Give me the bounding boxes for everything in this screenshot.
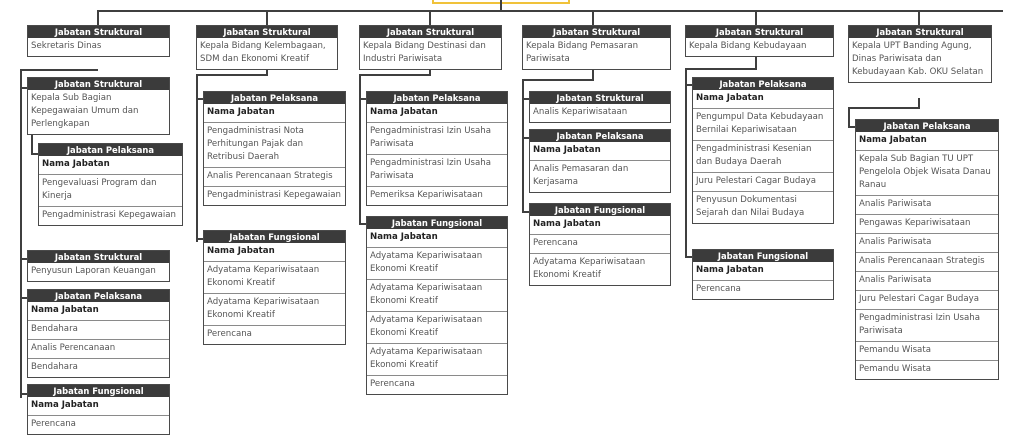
position-row: Adyatama Kepariwisataan Ekonomi Kreatif	[530, 253, 670, 285]
head-card-col-3[interactable]	[359, 25, 502, 70]
position-row: Kepala Bidang Destinasi dan Industri Pariwisata	[363, 41, 486, 64]
position-row: Pemandu Wisata	[856, 360, 998, 379]
position-row: Juru Pelestari Cagar Budaya	[856, 290, 998, 309]
connector-line	[359, 74, 431, 76]
group-card-col-4[interactable]	[529, 91, 671, 123]
connector-line	[755, 10, 757, 25]
position-row: Analis Kepariwisataan	[533, 107, 628, 117]
card-header: Jabatan Struktural	[197, 26, 337, 38]
card-header: Jabatan Struktural	[28, 26, 169, 38]
connector-line	[20, 69, 22, 398]
position-row: Analis Perencanaan	[28, 339, 169, 358]
nama-jabatan-label: Nama Jabatan	[533, 219, 601, 229]
connector-line	[685, 68, 757, 70]
connector-line	[848, 107, 850, 127]
head-card-col-2[interactable]	[196, 25, 338, 70]
group-card-col-2[interactable]	[203, 230, 346, 345]
position-row: Penyusun Dokumentasi Sejarah dan Nilai Budaya	[693, 191, 833, 223]
nama-jabatan-label: Nama Jabatan	[370, 107, 438, 117]
position-row: Adyatama Kepariwisataan Ekonomi Kreatif	[367, 279, 507, 311]
head-card-col-5[interactable]	[685, 25, 834, 57]
card-header: Jabatan Struktural	[28, 78, 169, 90]
position-row: Adyatama Kepariwisataan Ekonomi Kreatif	[367, 311, 507, 343]
position-row: Pemandu Wisata	[856, 341, 998, 360]
position-row: Analis Pemasaran dan Kerjasama	[530, 160, 670, 192]
card-header: Jabatan Struktural	[523, 26, 670, 38]
group-card-col-1[interactable]	[27, 289, 170, 378]
connector-line	[97, 10, 99, 25]
position-row: Pengawas Kepariwisataan	[856, 214, 998, 233]
group-card-col-3[interactable]	[366, 91, 508, 206]
connector-line	[685, 68, 687, 258]
card-header: Jabatan Fungsional	[28, 385, 169, 397]
nama-jabatan-label: Nama Jabatan	[696, 93, 764, 103]
card-header: Jabatan Pelaksana	[856, 120, 998, 132]
position-row: Perencana	[204, 325, 345, 344]
head-card-col-4[interactable]	[522, 25, 671, 70]
connector-line	[20, 69, 98, 71]
card-header: Jabatan Fungsional	[367, 217, 507, 229]
group-card-col-5[interactable]	[692, 77, 834, 224]
card-header: Jabatan Pelaksana	[28, 290, 169, 302]
position-row: Adyatama Kepariwisataan Ekonomi Kreatif	[204, 261, 345, 293]
card-header: Jabatan Struktural	[686, 26, 833, 38]
connector-line	[522, 79, 594, 81]
position-row: Perencana	[693, 280, 833, 299]
position-row: Kepala Sub Bagian Kepegawaian Umum dan Perlengkapan	[31, 93, 139, 129]
position-row: Perencana	[28, 415, 169, 434]
position-row: Bendahara	[28, 358, 169, 377]
group-card-col-1[interactable]	[27, 250, 170, 282]
position-row: Pengevaluasi Program dan Kinerja	[39, 174, 182, 206]
position-row: Pengadministrasi Nota Perhitungan Pajak dan Retribusi Daerah	[204, 122, 345, 167]
position-row: Analis Perencanaan Strategis	[204, 167, 345, 186]
group-card-col-4[interactable]	[529, 129, 671, 193]
position-row: Pengadministrasi Izin Usaha Pariwisata	[856, 309, 998, 341]
position-row: Analis Pariwisata	[856, 233, 998, 252]
position-row: Kepala Bidang Pemasaran Pariwisata	[526, 41, 639, 64]
group-card-col-1[interactable]	[38, 143, 183, 226]
group-card-col-5[interactable]	[692, 249, 834, 300]
connector-line	[196, 74, 268, 76]
position-row: Pengadministrasi Izin Usaha Pariwisata	[367, 154, 507, 186]
position-row: Analis Pariwisata	[856, 271, 998, 290]
position-row: Kepala Bidang Kebudayaan	[689, 41, 807, 51]
group-card-col-3[interactable]	[366, 216, 508, 395]
group-card-col-1[interactable]	[27, 384, 170, 435]
position-row: Kepala Sub Bagian TU UPT Pengelola Objek Wisata Danau Ranau	[856, 150, 998, 195]
position-row: Kepala UPT Banding Agung, Dinas Pariwisata dan Kebudayaan Kab. OKU Selatan	[852, 41, 984, 77]
nama-jabatan-label: Nama Jabatan	[696, 265, 764, 275]
group-card-col-1[interactable]	[27, 77, 170, 135]
card-header: Jabatan Fungsional	[530, 204, 670, 216]
position-row: Perencana	[367, 375, 507, 394]
position-row: Adyatama Kepariwisataan Ekonomi Kreatif	[204, 293, 345, 325]
connector-line	[266, 10, 268, 25]
position-row: Perencana	[530, 234, 670, 253]
connector-line	[918, 10, 920, 25]
connector-line	[97, 10, 1003, 12]
card-header: Jabatan Pelaksana	[367, 92, 507, 104]
nama-jabatan-label: Nama Jabatan	[207, 246, 275, 256]
card-header: Jabatan Struktural	[530, 92, 670, 104]
position-row: Adyatama Kepariwisataan Ekonomi Kreatif	[367, 343, 507, 375]
card-header: Jabatan Fungsional	[693, 250, 833, 262]
connector-line	[848, 107, 920, 109]
nama-jabatan-label: Nama Jabatan	[370, 232, 438, 242]
position-row: Pengadministrasi Izin Usaha Pariwisata	[367, 122, 507, 154]
card-header: Jabatan Pelaksana	[39, 144, 182, 156]
nama-jabatan-label: Nama Jabatan	[42, 159, 110, 169]
card-header: Jabatan Pelaksana	[530, 130, 670, 142]
position-row: Juru Pelestari Cagar Budaya	[693, 172, 833, 191]
nama-jabatan-label: Nama Jabatan	[207, 107, 275, 117]
position-row: Analis Perencanaan Strategis	[856, 252, 998, 271]
connector-line	[592, 10, 594, 25]
position-row: Pemeriksa Kepariwisataan	[367, 186, 507, 205]
card-header: Jabatan Fungsional	[204, 231, 345, 243]
position-row: Analis Pariwisata	[856, 195, 998, 214]
position-row: Bendahara	[28, 320, 169, 339]
card-header: Jabatan Pelaksana	[204, 92, 345, 104]
position-row: Pengumpul Data Kebudayaan Bernilai Kepariwisataan	[693, 108, 833, 140]
card-header: Jabatan Struktural	[849, 26, 991, 38]
card-header: Jabatan Struktural	[360, 26, 501, 38]
nama-jabatan-label: Nama Jabatan	[31, 305, 99, 315]
connector-line	[500, 0, 502, 11]
nama-jabatan-label: Nama Jabatan	[31, 400, 99, 410]
nama-jabatan-label: Nama Jabatan	[859, 135, 927, 145]
position-row: Penyusun Laporan Keuangan	[31, 266, 156, 276]
position-row: Pengadministrasi Kepegawaian	[204, 186, 345, 205]
card-header: Jabatan Struktural	[28, 251, 169, 263]
connector-line	[429, 10, 431, 25]
connector-line	[359, 74, 361, 224]
card-header: Jabatan Pelaksana	[693, 78, 833, 90]
head-card-col-1[interactable]	[27, 25, 170, 57]
position-row: Sekretaris Dinas	[31, 41, 102, 51]
position-row: Kepala Bidang Kelembagaan, SDM dan Ekonomi Kreatif	[200, 41, 326, 64]
position-row: Pengadministrasi Kepegawaian	[39, 206, 182, 225]
head-card-col-6[interactable]	[848, 25, 992, 83]
group-card-col-4[interactable]	[529, 203, 671, 286]
group-card-col-2[interactable]	[203, 91, 346, 206]
position-row: Adyatama Kepariwisataan Ekonomi Kreatif	[367, 247, 507, 279]
group-card-col-6[interactable]	[855, 119, 999, 380]
position-row: Pengadministrasi Kesenian dan Budaya Daerah	[693, 140, 833, 172]
nama-jabatan-label: Nama Jabatan	[533, 145, 601, 155]
